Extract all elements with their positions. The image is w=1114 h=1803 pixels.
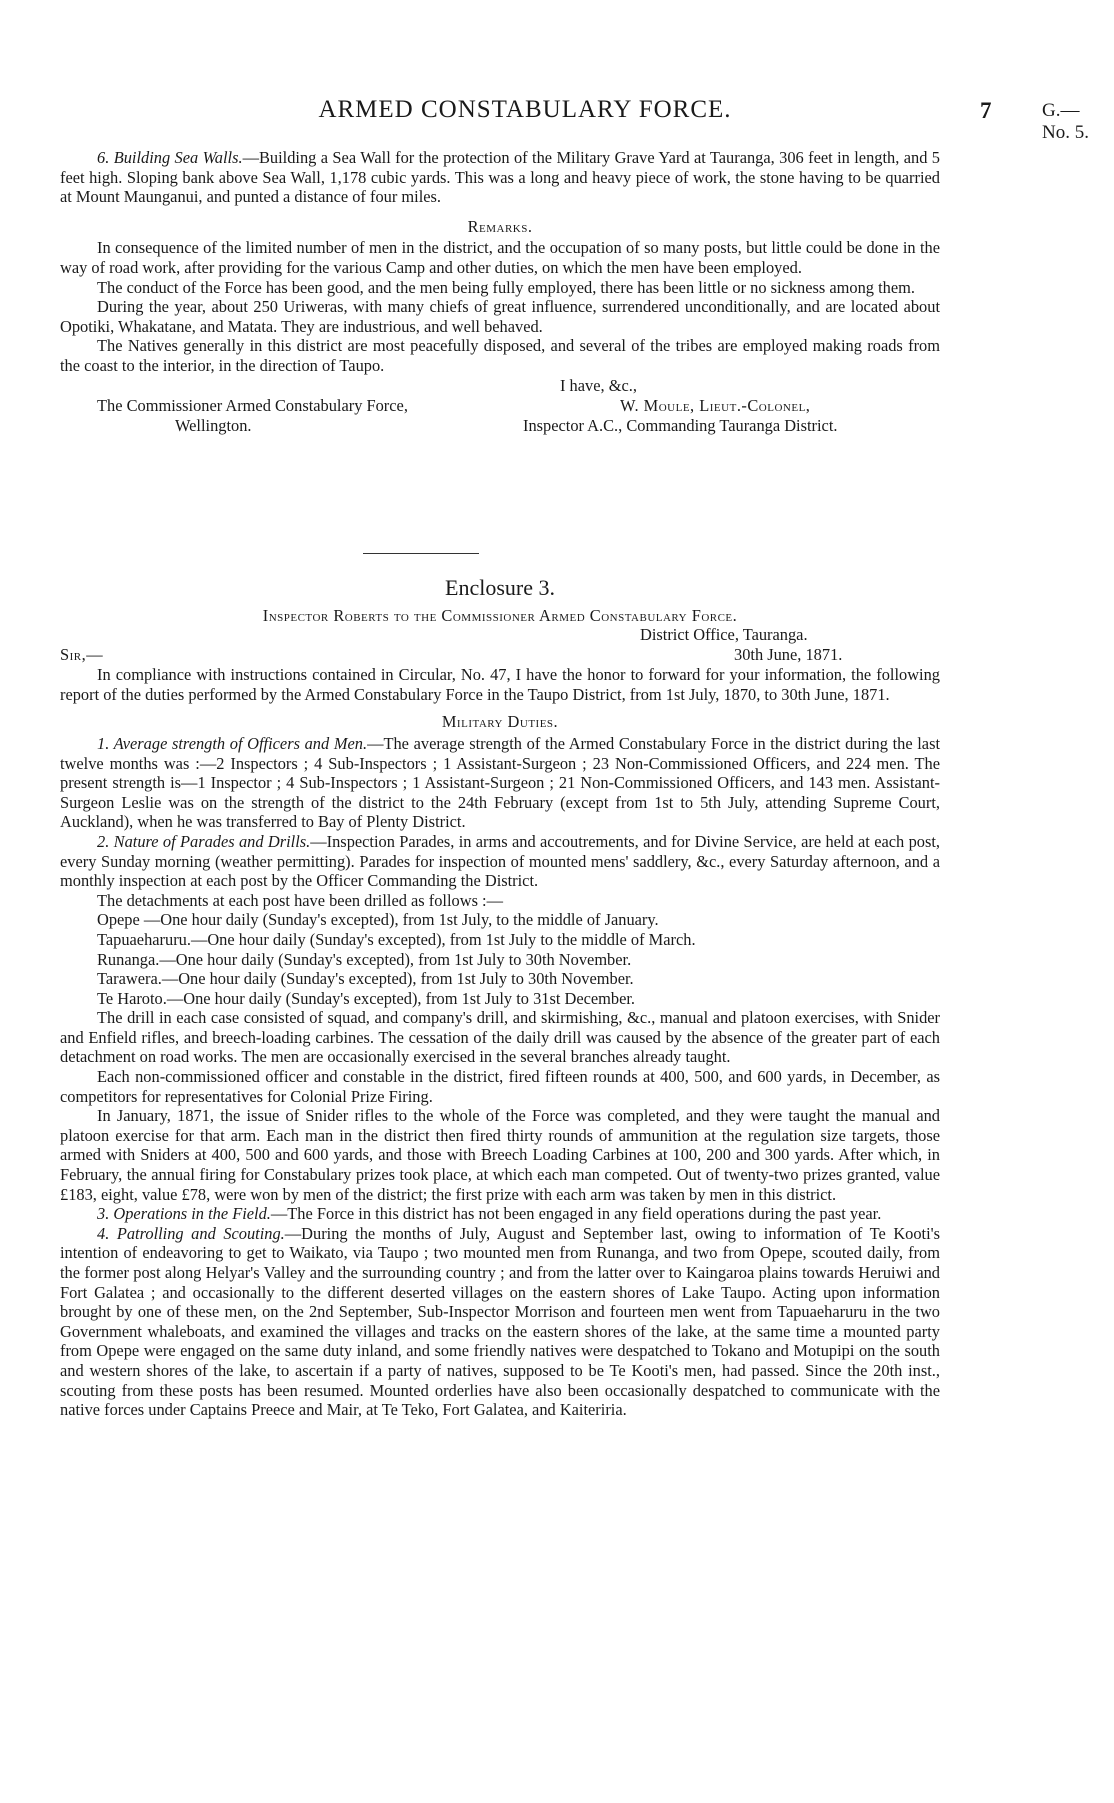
remarks-paragraph: During the year, about 250 Uriweras, with many chiefs of great influence, surrendered unconditionally, and are located about Opotiki, Whakatane, and Matata. They are industrious, and well behaved. — [60, 297, 940, 336]
section-divider — [363, 553, 479, 554]
page-header — [60, 92, 1094, 143]
date-line: 30th June, 1871. — [734, 645, 843, 665]
drill-line: Runanga.—One hour daily (Sunday's excepted), from 1st July to 30th November. — [97, 949, 632, 969]
drill-intro: The detachments at each post have been drilled as follows :— — [97, 890, 503, 910]
remarks-paragraph: The conduct of the Force has been good, and the men being fully employed, there has been little or no sickness among them. — [97, 277, 915, 297]
section-2-paragraph — [60, 832, 940, 891]
section-1-paragraph — [60, 734, 940, 832]
drill-paragraph: Each non-commissioned officer and constable in the district, fired fifteen rounds at 400, 500, and 600 yards, in December, as competitors for representatives for Colonial Prize Firing. — [60, 1067, 940, 1106]
addressee-line: The Commissioner Armed Constabulary Force, — [97, 395, 408, 415]
section-6-paragraph — [60, 148, 940, 207]
enclosure-title: Enclosure 3. — [445, 575, 555, 600]
signer-name: W. Moule, Lieut.-Colonel, — [620, 395, 811, 415]
page-number: 7 — [980, 98, 992, 123]
section-1-heading: 1. Average strength of Officers and Men. — [97, 733, 368, 753]
document-reference: G.—No. 5. — [1042, 100, 1089, 143]
intro-paragraph: In compliance with instructions contained in Circular, No. 47, I have the honor to forward for your information, the following report of the duties performed by the Armed Constabulary Force in the Taupo District, from 1st July, 1870, to 30th June, 1871. — [60, 665, 940, 704]
office-line: District Office, Tauranga. — [640, 625, 808, 645]
section-3-text: —The Force in this district has not been engaged in any field operations during the past year. — [270, 1204, 882, 1224]
section-4-heading: 4. Patrolling and Scouting. — [97, 1223, 285, 1243]
section-1-text: —The average strength of the Armed Constabulary Force in the district during the last twelve months was :—2 Inspectors ; 4 Sub-Inspectors ; 1 Assistant-Surgeon ; 23 Non-Commissioned Officers, and 224 men. The present strength is—1 Inspector ; 4 Sub-Inspectors ; 1 Assistant-Surgeon ; 21 Non-Commissioned Officers, and 143 men. Assistant-Surgeon Leslie was on the strength of the district to the 24th February (except from 1st to 5th July, attending Supreme Court, Auckland), when he was transferred to Bay of Plenty District. — [60, 733, 941, 832]
section-4-text: —During the months of July, August and September last, owing to information of Te Kooti's intention of endeavoring to get to Waikato, via Taupo ; two mounted men from Runanga, and two from Opepe, scouted daily, from the former post along Helyar's Valley and the surrounding country ; and from the latter over to Kaingaroa plains towards Heruiwi and Fort Galatea ; and occasionally to the different deserted villages on the eastern shores of Lake Taupo. Acting upon information brought by one of these men, on the 2nd September, Sub-Inspector Morrison and fourteen men went from Tapuaeharuru in the two Government whaleboats, and examined the villages and tracks on the eastern shores of the lake, at the same time a mounted party from Opepe were engaged on the same duty inland, and some friendly natives were despatched to Tokano and Motupipi on the south and western shores of the lake, to ascertain if a party of natives, supposed to be Te Kooti's men, had passed. Since the 20th inst., scouting from these posts has been resumed. Mounted orderlies have also been occasionally despatched to communicate with the native forces under Captains Preece and Mair, at Te Teko, Fort Galatea, and Kaiteriria. — [60, 1223, 940, 1420]
remarks-heading: Remarks. — [467, 216, 533, 236]
closing-line: I have, &c., — [560, 375, 637, 395]
section-6-heading: 6. Building Sea Walls. — [97, 148, 243, 167]
top-section — [60, 148, 940, 436]
drill-paragraph: The drill in each case consisted of squad, and company's drill, and skirmishing, &c., manual and platoon exercises, with Snider and Enfield rifles, and breech-loading carbines. The cessation of the daily drill was caused by the absence of the greater part of each detachment on road works. The men are occasionally exercised in the several branches already taught. — [60, 1008, 940, 1067]
drill-line: Tarawera.—One hour daily (Sunday's excepted), from 1st July to 30th November. — [97, 969, 634, 989]
signature-block — [60, 376, 940, 436]
section-6-text: —Building a Sea Wall for the protection of the Military Grave Yard at Tauranga, 306 feet in length, and 5 feet high. Sloping bank above Sea Wall, 1,178 cubic yards. This was a long and heavy piece of work, the stone having to be quarried at Mount Maunganui, and punted a distance of four miles. — [60, 148, 940, 207]
remarks-paragraph: The Natives generally in this district are most peacefully disposed, and several of the tribes are employed making roads from the coast to the interior, in the direction of Taupo. — [60, 336, 940, 375]
section-3-paragraph — [60, 1204, 940, 1224]
section-3-heading: 3. Operations in the Field. — [97, 1204, 271, 1224]
section-2-text: —Inspection Parades, in arms and accoutrements, and for Divine Service, are held at each post, every Sunday morning (weather permitting). Parades for inspection of mounted mens' saddlery, &c., every Saturday afternoon, and a monthly inspection at each post by the Officer Commanding the District. — [60, 831, 940, 891]
drill-line: Te Haroto.—One hour daily (Sunday's excepted), from 1st July to 31st December. — [97, 988, 636, 1008]
enclosure-subtitle: Inspector Roberts to the Commissioner Armed Constabulary Force. — [262, 605, 738, 625]
drill-line: Opepe —One hour daily (Sunday's excepted), from 1st July, to the middle of January. — [97, 910, 659, 930]
remarks-paragraph: In consequence of the limited number of men in the district, and the occupation of so many posts, but little could be done in the way of road work, after providing for the various Camp and other duties, on which the men have been employed. — [60, 238, 940, 277]
addressee-city: Wellington. — [175, 415, 252, 435]
signer-title: Inspector A.C., Commanding Tauranga District. — [523, 415, 838, 435]
drill-paragraph: In January, 1871, the issue of Snider rifles to the whole of the Force was completed, and they were taught the manual and platoon exercise for that arm. Each man in the district then fired thirty rounds of ammunition at the regulation size targets, those armed with Sniders at 400, 500 and 600 yards, and those with Breech Loading Carbines at 100, 200 and 300 yards. After which, in February, the annual firing for Constabulary prizes took place, at which each man competed. Out of twenty-two prizes granted, value £183, eight, value £78, were won by men of the district; the first prize with each arm was taken by men in this district. — [60, 1106, 940, 1204]
section-2-heading: 2. Nature of Parades and Drills. — [97, 831, 311, 851]
military-duties-heading: Military Duties. — [441, 712, 559, 732]
drill-line: Tapuaeharuru.—One hour daily (Sunday's excepted), from 1st July to the middle of March. — [97, 929, 696, 949]
enclosure-section — [60, 575, 941, 1420]
section-4-paragraph — [60, 1224, 940, 1420]
dateline — [60, 625, 940, 665]
running-title: ARMED CONSTABULARY FORCE. — [318, 96, 732, 123]
salutation: Sir,— — [60, 645, 104, 665]
